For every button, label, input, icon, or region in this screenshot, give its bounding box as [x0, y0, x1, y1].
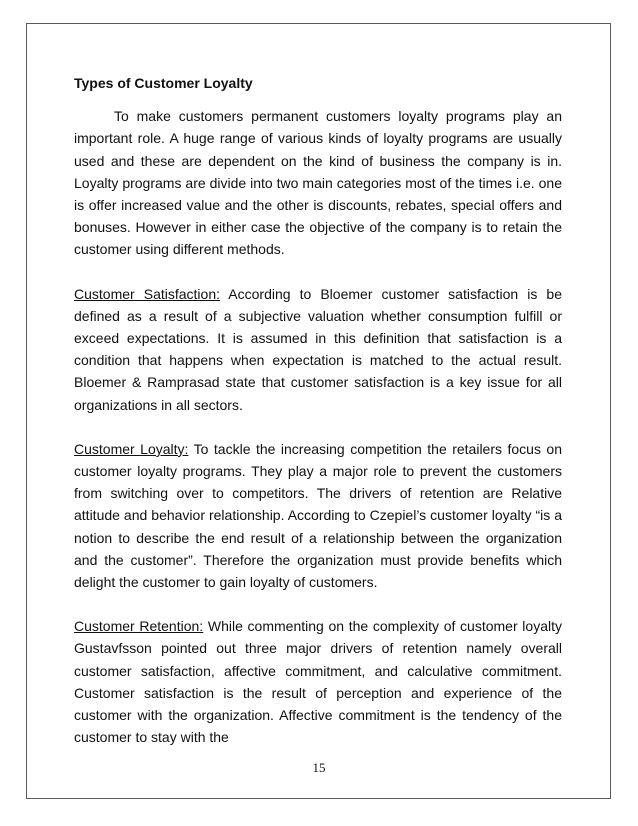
customer-retention-text: While commenting on the complexity of customer loyalty Gustavfsson pointed out three major drivers of retention namely overall customer satisfaction, affective commitment, and calculative commitment. Customer satisfaction is the result of perception and experience of the customer with the organization. Affective commitment is the tendency of the customer to stay with the [74, 618, 562, 746]
intro-paragraph: To make customers permanent customers loyalty programs play an important role. A huge range of various kinds of loyalty programs are usually used and these are dependent on the kind of business the company is in. Loyalty programs are divide into two main categories most of the times i.e. one is offer increased value and the other is discounts, rebates, special offers and bonuses. However in either case the objective of the company is to retain the customer using different methods. [74, 108, 562, 258]
customer-retention-paragraph [74, 615, 562, 748]
customer-retention-term: Customer Retention: [74, 618, 204, 635]
customer-loyalty-text: To tackle the increasing competition the retailers focus on customer loyalty programs. They play a major role to prevent the customers from switching over to competitors. The drivers of retention are Relative attitude and behavior relationship. According to Czepiel’s customer loyalty “is a notion to describe the end result of a relationship between the organization and the customer”. Therefore the organization must provide benefits which delight the customer to gain loyalty of customers. [74, 440, 562, 591]
section-heading: Types of Customer Loyalty [74, 75, 253, 91]
page-number: 15 [312, 760, 326, 775]
customer-loyalty-term: Customer Loyalty: [74, 440, 189, 457]
page-content [74, 72, 562, 770]
customer-satisfaction-text: According to Bloemer customer satisfaction is be defined as a result of a subjective valuation whether consumption fulfill or exceed expectations. It is assumed in this definition that satisfaction is a condition that happens when expectation is matched to the actual result. Bloemer & Ramprasad state that customer satisfaction is a key issue for all organizations in all sectors. [74, 285, 562, 413]
customer-satisfaction-paragraph [74, 283, 562, 416]
customer-loyalty-paragraph [74, 438, 562, 593]
customer-satisfaction-term: Customer Satisfaction: [74, 285, 221, 302]
